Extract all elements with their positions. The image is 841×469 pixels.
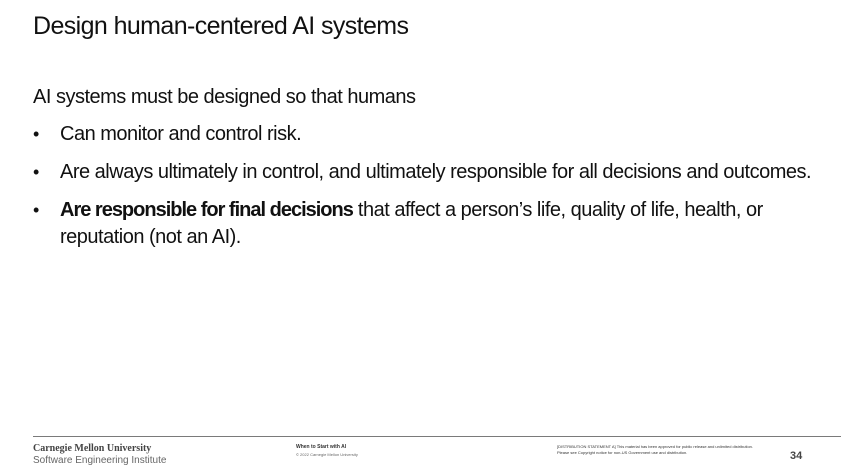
footer-divider	[33, 436, 841, 437]
bullet-dot-icon: •	[33, 200, 39, 220]
bullet-list	[33, 121, 823, 262]
bullet-bold-text: Are responsible for final decisions	[60, 199, 353, 221]
university-name: Carnegie Mellon University	[33, 443, 152, 454]
page-number: 34	[790, 450, 803, 462]
bullet-dot-icon: •	[33, 162, 39, 182]
bullet-text: Can monitor and control risk.	[60, 123, 302, 145]
presentation-title: When to Start with AI	[296, 444, 347, 450]
institute-name: Software Engineering Institute	[33, 455, 167, 466]
slide-title: Design human-centered AI systems	[33, 12, 409, 40]
bullet-item	[33, 121, 823, 148]
copyright-text: © 2022 Carnegie Mellon University	[296, 452, 358, 457]
bullet-item	[33, 197, 823, 251]
bullet-text: that affect a person’s life, quality of life, health, or reputation (not an AI).	[60, 199, 763, 248]
intro-text: AI systems must be designed so that humans	[33, 86, 416, 108]
bullet-text: Are always ultimately in control, and ultimately responsible for all decisions and outcomes.	[60, 161, 812, 183]
bullet-item	[33, 159, 823, 186]
distribution-statement: [DISTRIBUTION STATEMENT A] This material has been approved for public release and unlimited distribution. Please see Copyright notice for non-US Government use and distribution.	[557, 444, 754, 455]
bullet-dot-icon: •	[33, 124, 39, 144]
footer-center	[296, 444, 358, 457]
